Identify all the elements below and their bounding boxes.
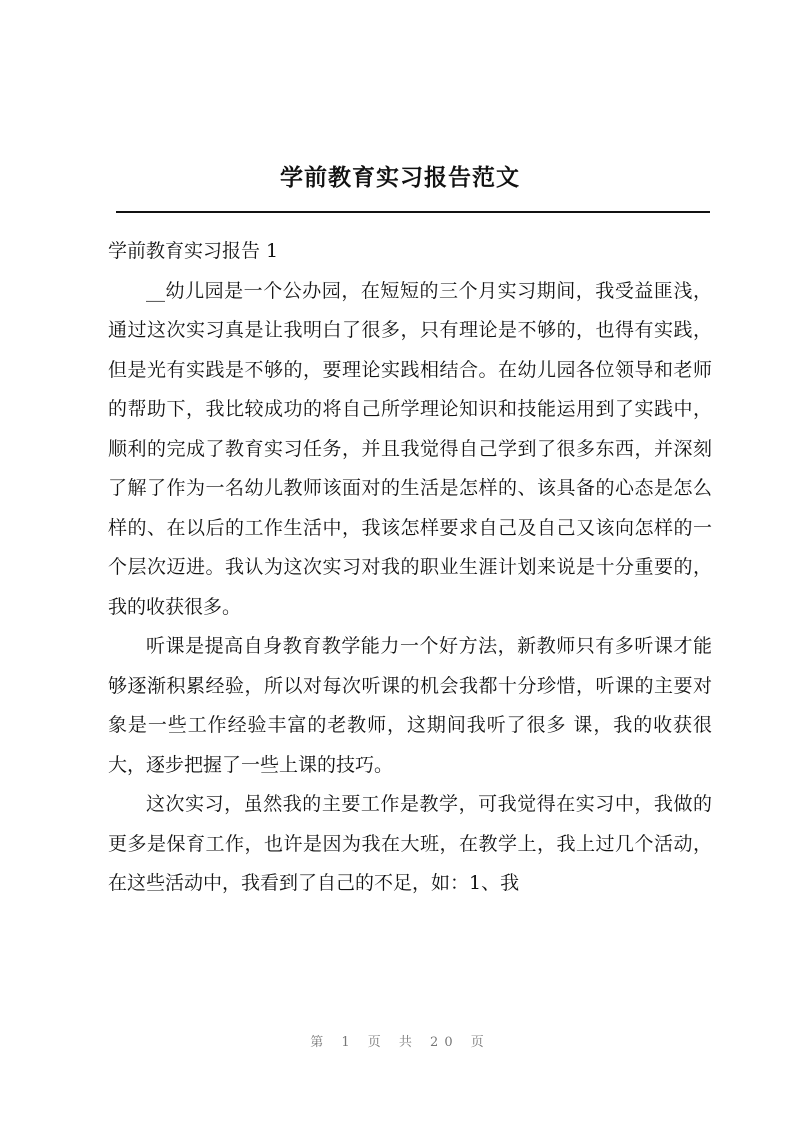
paragraph: 听课是提高自身教育教学能力一个好方法，新教师只有多听课才能够逐渐积累经验，所以对每次听课的机会我都十分珍惜，听课的主要对象是一些工作经验丰富的老教师，这期间我听了很多 课，我的收获很大，逐步把握了一些上课的技巧。 [108, 635, 712, 776]
page-number-footer: 第 1 页 共 20 页 [310, 1035, 490, 1050]
section-heading: 学前教育实习报告 1 [108, 240, 279, 262]
document-body [108, 232, 712, 904]
paragraph: __幼儿园是一个公办园，在短短的三个月实习期间，我受益匪浅，通过这次实习真是让我明白了很多，只有理论是不够的，也得有实践，但是光有实践是不够的，要理论实践相结合。在幼儿园各位领导和老师的帮助下，我比较成功的将自己所学理论知识和技能运用到了实践中，顺利的完成了教育实习任务，并且我觉得自己学到了很多东西，并深刻了解了作为一名幼儿教师该面对的生活是怎样的、该具备的心态是怎么样的、在以后的工作生活中，我该怎样要求自己及自己又该向怎样的一个层次迈进。我认为这次实习对我的职业生涯计划来说是十分重要的，我的收获很多。 [108, 279, 712, 618]
document-title: 学前教育实习报告范文 [280, 164, 520, 191]
title-divider [116, 211, 710, 213]
paragraph: 这次实习，虽然我的主要工作是教学，可我觉得在实习中，我做的更多是保育工作，也许是因为我在大班，在教学上，我上过几个活动，在这些活动中，我看到了自己的不足，如：1、我 [108, 793, 712, 894]
